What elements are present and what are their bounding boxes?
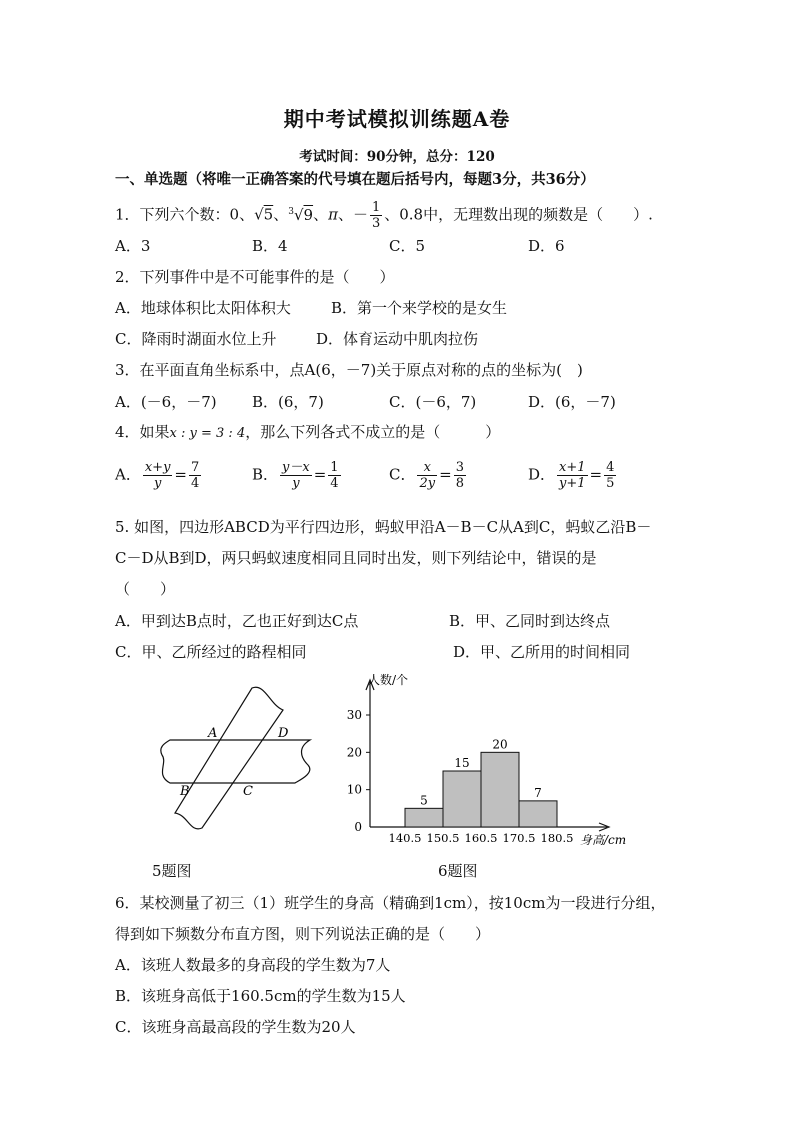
figure-5-caption: 5题图 [152, 862, 192, 880]
histogram-bar [481, 752, 519, 827]
q4-option-d: D． $\frac{x+1}{y+1}$ = $\frac{4}{5}$ [528, 460, 615, 491]
figure-6-caption: 6题图 [438, 862, 478, 880]
q3-option-a: A．(－6，－7) [115, 393, 217, 411]
q4-option-c: C． $\frac{x}{2y}$ = $\frac{3}{8}$ [389, 460, 464, 491]
section-heading: 一、单选题（将唯一正确答案的代号填在题后括号内，每题3分，共36分） [115, 171, 595, 188]
q6-option-a: A．该班人数最多的身高段的学生数为7人 [115, 956, 391, 974]
y-tick-label: 30 [346, 708, 362, 722]
q2-option-b: B．第一个来学校的是女生 [331, 299, 508, 317]
q4-option-a: A． $\frac{x+y}{y}$ = $\frac{7}{4}$ [115, 460, 200, 491]
repeating-decimal: 0.8 [399, 205, 424, 224]
x-tick-label: 140.5 [388, 831, 422, 845]
y-tick-label: 0 [354, 820, 362, 834]
q4-option-b: B． $\frac{y-x}{y}$ = $\frac{1}{4}$ [252, 460, 339, 491]
q1-option-c: C．5 [389, 237, 426, 255]
page-title: 期中考试模拟训练题A卷 [283, 107, 511, 131]
question-4: 4．如果x : y = 3 : 4，那么下列各式不成立的是（ ） [115, 423, 501, 441]
sqrt-5: √5 [254, 205, 274, 224]
q1-option-a: A．3 [115, 237, 151, 255]
q2-option-d: D．体育运动中肌肉拉伤 [316, 330, 479, 348]
question-5-line-1: 5. 如图，四边形ABCD为平行四边形，蚂蚁甲沿A－B－C从A到C，蚂蚁乙沿B－ [115, 518, 652, 536]
question-5-line-3: （ ） [115, 580, 176, 598]
bar-value-label: 15 [454, 756, 470, 770]
question-5-line-2: C－D从B到D，两只蚂蚁速度相同且同时出发，则下列结论中，错误的是 [115, 549, 597, 567]
label-a: A [208, 726, 218, 741]
x-tick-label: 160.5 [464, 831, 498, 845]
q5-option-d: D．甲、乙所用的时间相同 [453, 643, 631, 661]
slanted-strip [175, 687, 283, 829]
y-tick-label: 10 [346, 782, 362, 797]
x-tick-label: 180.5 [540, 831, 574, 845]
x-tick-label: 150.5 [426, 831, 460, 845]
q2-option-a: A．地球体积比太阳体积大 [115, 299, 291, 317]
x-tick-label: 170.5 [502, 831, 536, 845]
q6-option-b: B．该班身高低于160.5cm的学生数为15人 [115, 987, 406, 1005]
question-2: 2．下列事件中是不可能事件的是（ ） [115, 268, 395, 286]
histogram-bar [519, 801, 557, 827]
x-axis-label: 身高/cm [580, 833, 627, 847]
q3-option-c: C．(－6，7) [389, 393, 477, 411]
q3-option-b: B．(6，7) [252, 393, 324, 411]
question-6-line-1: 6．某校测量了初三（1）班学生的身高（精确到1cm），按10cm为一段进行分组， [115, 894, 666, 912]
q1-option-d: D．6 [528, 237, 565, 255]
horizontal-strip [161, 740, 310, 783]
cbrt-9: $^3$√9 [288, 205, 314, 224]
label-c: C [243, 784, 253, 799]
histogram-bar [443, 771, 481, 827]
exam-info: 考试时间：90分钟，总分：120 [299, 149, 495, 165]
q5-option-b: B．甲、乙同时到达终点 [449, 612, 611, 630]
y-tick-label: 20 [346, 745, 362, 760]
label-d: D [278, 726, 289, 741]
q5-option-c: C．甲、乙所经过的路程相同 [115, 643, 307, 661]
fraction-one-third: $\frac{1}{3}$ [371, 200, 381, 231]
question-3: 3．在平面直角坐标系中，点A(6，－7)关于原点对称的点的坐标为( ) [115, 361, 583, 379]
figure-6-histogram [335, 670, 635, 850]
q5-option-a: A．甲到达B点时，乙也正好到达C点 [115, 612, 359, 630]
q2-option-c: C．降雨时湖面水位上升 [115, 330, 277, 348]
bar-value-label: 5 [420, 793, 428, 808]
q6-option-c: C．该班身高最高段的学生数为20人 [115, 1018, 356, 1036]
histogram-bar [405, 808, 443, 827]
question-6-line-2: 得到如下频数分布直方图，则下列说法正确的是（ ） [115, 925, 491, 943]
y-axis-label: 人数/个 [368, 673, 409, 687]
question-1: 1．下列六个数：0、√5、$^3$√9、π、－ $\frac{1}{3}$ 、0.8中，无理数出现的频数是（ ）. [115, 200, 653, 231]
figure-5-diagram [150, 685, 325, 835]
label-b: B [180, 784, 190, 799]
q3-option-d: D．(6，－7) [528, 393, 616, 411]
q1-option-b: B．4 [252, 237, 288, 255]
bar-value-label: 7 [534, 785, 542, 800]
bar-value-label: 20 [492, 737, 508, 752]
